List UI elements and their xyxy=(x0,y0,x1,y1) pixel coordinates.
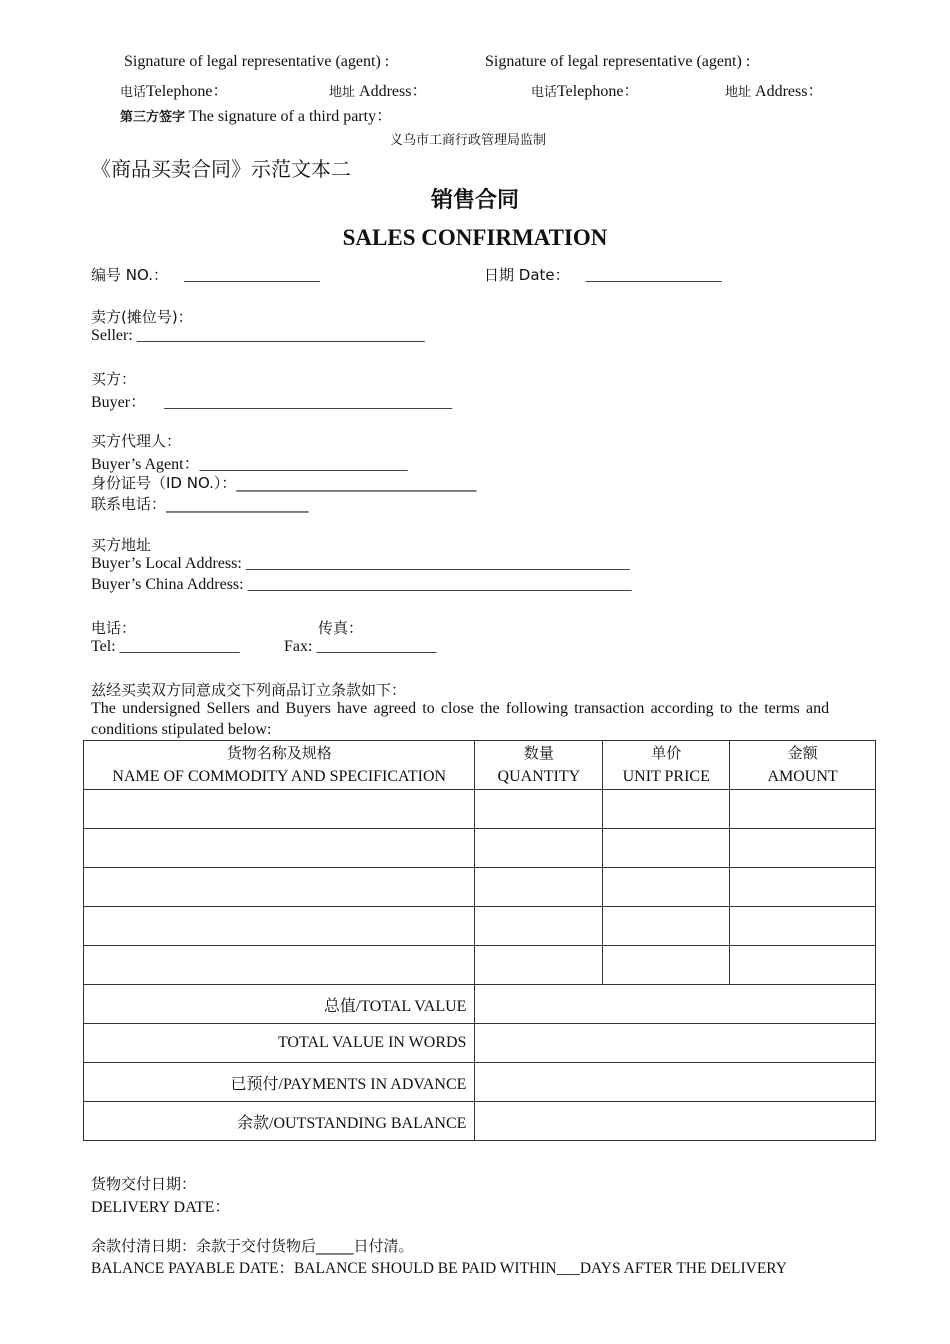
agent-field[interactable]: Buyer’s Agent：__________________________ xyxy=(91,456,408,473)
total-value-row xyxy=(84,985,876,1024)
number-label: 编号 NO.： xyxy=(91,266,168,284)
quantity-cell[interactable] xyxy=(475,946,603,985)
agent-label-cn: 买方代理人： xyxy=(91,432,182,450)
amount-cell[interactable] xyxy=(730,946,876,985)
advance-payment-row xyxy=(84,1063,876,1102)
total-value-cell[interactable] xyxy=(475,985,876,1024)
sample-title: 《商品买卖合同》示范文本二 xyxy=(91,157,351,181)
telephone-en: Telephone： xyxy=(146,83,229,100)
balance-date-cn: 余款付清日期：余款于交付货物后_____日付清。 xyxy=(91,1237,414,1255)
delivery-date-label-cn: 货物交付日期： xyxy=(91,1175,197,1193)
right-signature-label: Signature of legal representative (agent) : xyxy=(485,53,751,70)
total-value-label: 总值/TOTAL VALUE xyxy=(84,985,475,1024)
commodity-cell[interactable] xyxy=(84,907,475,946)
quantity-cell[interactable] xyxy=(475,907,603,946)
header-commodity-en: NAME OF COMMODITY AND SPECIFICATION xyxy=(112,768,447,785)
address-en: Address： xyxy=(359,83,428,100)
right-address-label xyxy=(725,78,823,101)
id-number-field[interactable]: 身份证号（ID NO.）：________________________________ xyxy=(91,474,477,492)
local-address-field[interactable]: Buyer’s Local Address: ________________________________________________ xyxy=(91,555,630,572)
header-unit-price-cn: 单价 xyxy=(651,744,682,762)
right-telephone-label xyxy=(531,78,639,101)
delivery-date-label-en: DELIVERY DATE： xyxy=(91,1199,231,1216)
title-cn: 销售合同 xyxy=(430,188,519,213)
commodity-cell[interactable] xyxy=(84,868,475,907)
header-commodity xyxy=(84,741,475,790)
left-address-label xyxy=(329,78,427,101)
fax-field[interactable]: Fax: _______________ xyxy=(284,638,437,655)
commodity-cell[interactable] xyxy=(84,829,475,868)
buyer-address-label-cn: 买方地址 xyxy=(91,536,152,554)
tel-field[interactable]: Tel: _______________ xyxy=(91,638,240,655)
number-blank[interactable]: _________________ xyxy=(183,267,320,284)
supervisor-note: 义乌市工商行政管理局监制 xyxy=(390,133,547,148)
telephone-en: Telephone： xyxy=(557,83,640,100)
date-blank[interactable]: _________________ xyxy=(585,267,722,284)
amount-cell[interactable] xyxy=(730,829,876,868)
contact-phone-field[interactable]: 联系电话：___________________ xyxy=(91,495,309,513)
outstanding-balance-label: 余款/OUTSTANDING BALANCE xyxy=(84,1102,475,1141)
seller-label-cn: 卖方(摊位号)： xyxy=(91,308,193,326)
buyer-field xyxy=(91,389,452,412)
header-amount-en: AMOUNT xyxy=(767,768,838,785)
unit-price-cell[interactable] xyxy=(603,946,730,985)
table-header-row xyxy=(84,741,876,790)
seller-field[interactable]: Seller: ____________________________________ xyxy=(91,327,425,344)
agreement-cn: 兹经买卖双方同意成交下列商品订立条款如下： xyxy=(91,681,407,699)
total-words-cell[interactable] xyxy=(475,1024,876,1063)
header-unit-price xyxy=(603,741,730,790)
advance-payment-label: 已预付/PAYMENTS IN ADVANCE xyxy=(84,1063,475,1102)
header-amount-cn: 金额 xyxy=(787,744,818,762)
table-row xyxy=(84,907,876,946)
quantity-cell[interactable] xyxy=(475,868,603,907)
table-row xyxy=(84,790,876,829)
left-telephone-label xyxy=(120,78,228,101)
third-party-en: The signature of a third party： xyxy=(189,108,393,125)
table-row xyxy=(84,946,876,985)
tel-label-cn: 电话： xyxy=(91,619,137,637)
commodity-cell[interactable] xyxy=(84,790,475,829)
telephone-cn: 电话 xyxy=(531,85,558,100)
header-quantity-cn: 数量 xyxy=(523,744,554,762)
total-words-row xyxy=(84,1024,876,1063)
header-quantity xyxy=(475,741,603,790)
unit-price-cell[interactable] xyxy=(603,790,730,829)
goods-table xyxy=(83,740,876,1141)
buyer-blank[interactable]: ____________________________________ xyxy=(164,394,453,411)
third-party-signature xyxy=(120,103,392,126)
header-commodity-cn: 货物名称及规格 xyxy=(226,744,332,762)
agreement-en-line1: The undersigned Sellers and Buyers have agreed to close the following transaction according to the terms and xyxy=(91,700,830,717)
china-address-field[interactable]: Buyer’s China Address: ________________________________________________ xyxy=(91,576,632,593)
unit-price-cell[interactable] xyxy=(603,829,730,868)
total-words-label: TOTAL VALUE IN WORDS xyxy=(84,1024,475,1063)
title-en: SALES CONFIRMATION xyxy=(342,225,608,250)
agreement-en-line2: conditions stipulated below: xyxy=(91,721,272,738)
header-quantity-en: QUANTITY xyxy=(497,768,581,785)
outstanding-balance-row xyxy=(84,1102,876,1141)
amount-cell[interactable] xyxy=(730,868,876,907)
table-row xyxy=(84,868,876,907)
fax-label-cn: 传真： xyxy=(318,619,364,637)
third-party-cn: 第三方签字 xyxy=(120,110,186,125)
number-field xyxy=(91,264,320,285)
address-cn: 地址 xyxy=(725,85,752,100)
unit-price-cell[interactable] xyxy=(603,907,730,946)
amount-cell[interactable] xyxy=(730,790,876,829)
date-field xyxy=(484,264,722,285)
commodity-cell[interactable] xyxy=(84,946,475,985)
buyer-label-cn: 买方： xyxy=(91,370,137,388)
address-cn: 地址 xyxy=(329,85,356,100)
telephone-cn: 电话 xyxy=(120,85,147,100)
advance-payment-cell[interactable] xyxy=(475,1063,876,1102)
quantity-cell[interactable] xyxy=(475,790,603,829)
address-en: Address： xyxy=(755,83,824,100)
unit-price-cell[interactable] xyxy=(603,868,730,907)
balance-date-en: BALANCE PAYABLE DATE：BALANCE SHOULD BE PAID WITHIN___DAYS AFTER THE DELIVERY xyxy=(91,1260,787,1277)
left-signature-label: Signature of legal representative (agent) : xyxy=(124,53,390,70)
table-row xyxy=(84,829,876,868)
buyer-label-en: Buyer： xyxy=(91,394,147,411)
amount-cell[interactable] xyxy=(730,907,876,946)
header-amount xyxy=(730,741,876,790)
quantity-cell[interactable] xyxy=(475,829,603,868)
date-label: 日期 Date： xyxy=(484,266,570,284)
outstanding-balance-cell[interactable] xyxy=(475,1102,876,1141)
header-unit-price-en: UNIT PRICE xyxy=(622,768,710,785)
